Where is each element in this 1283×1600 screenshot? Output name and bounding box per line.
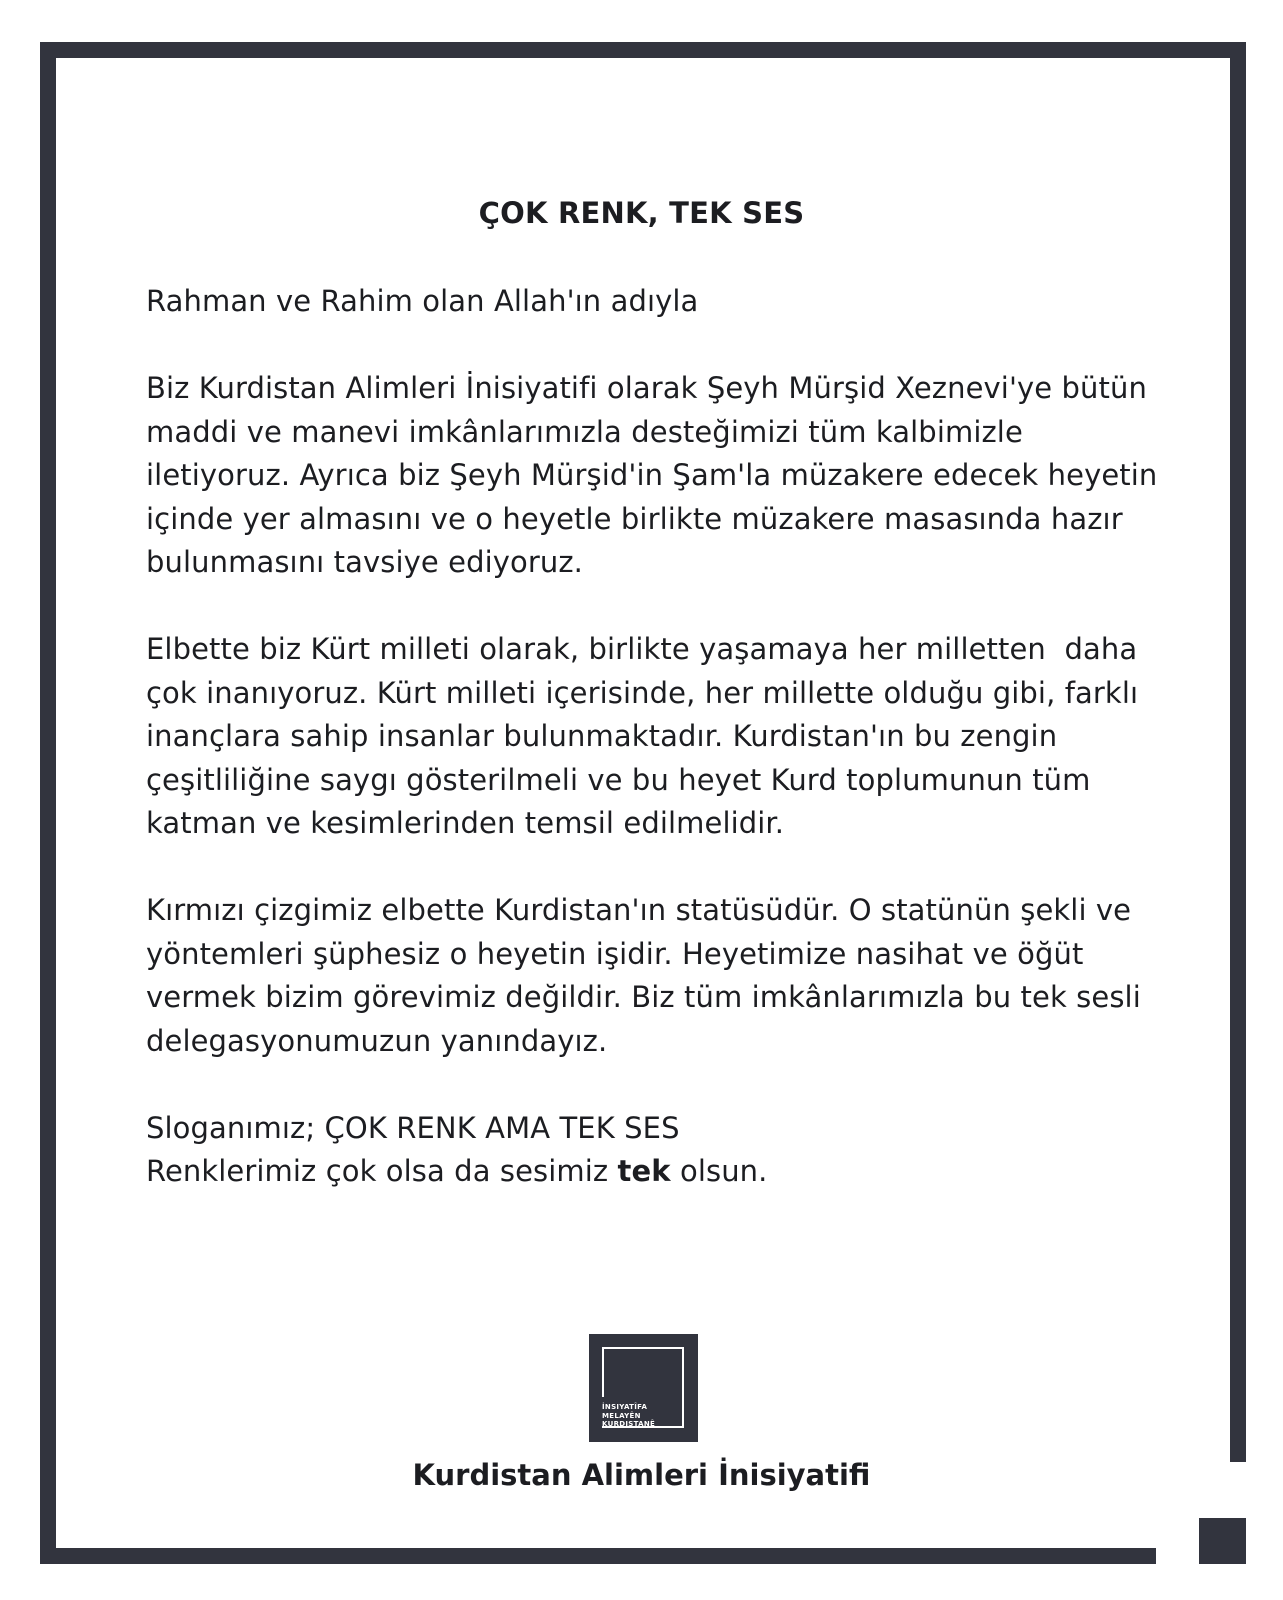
paragraph-line: çok inanıyoruz. Kürt milleti içerisinde, her millette olduğu gibi, farklı: [146, 675, 1139, 710]
closing-text-bold: tek: [617, 1154, 671, 1188]
logo-text-line: İNSIYATÎFA: [602, 1403, 648, 1411]
frame-left-border: [40, 42, 56, 1564]
slogan-line: Sloganımız; ÇOK RENK AMA TEK SES: [146, 1110, 680, 1145]
paragraph-line: içinde yer almasını ve o heyetle birlikte müzakere masasında hazır: [146, 501, 1123, 536]
frame-right-border: [1230, 42, 1246, 1462]
greeting-line: Rahman ve Rahim olan Allah'ın adıyla: [146, 284, 699, 318]
paragraph-line: delegasyonumuzun yanındayız.: [146, 1023, 608, 1058]
paragraph-2: [146, 628, 1166, 846]
closing-line: [146, 1150, 1166, 1194]
paragraph-1: [146, 367, 1166, 585]
paragraph-line: vermek bizim görevimiz değildir. Biz tüm imkânlarımızla bu tek sesli: [146, 980, 1141, 1014]
paragraph-line: Elbette biz Kürt milleti olarak, birlikte yaşamaya her milletten daha: [146, 632, 1138, 666]
document-title: ÇOK RENK, TEK SES: [478, 196, 805, 230]
paragraph-line: iletiyoruz. Ayrıca biz Şeyh Mürşid'in Şam'la müzakere edecek heyetin: [146, 458, 1158, 492]
paragraph-line: inançlara sahip insanlar bulunmaktadır. Kurdistan'ın bu zengin: [146, 719, 1058, 753]
paragraph-line: bulunmasını tavsiye ediyoruz.: [146, 545, 583, 579]
paragraph-line: çeşitliliğine saygı gösterilmeli ve bu heyet Kurd toplumunun tüm: [146, 762, 1091, 797]
paragraph-line: maddi ve manevi imkânlarımızla desteğimizi tüm kalbimizle: [146, 414, 1023, 449]
paragraph-line: yöntemleri şüphesiz o heyetin işidir. Heyetimize nasihat ve öğüt: [146, 936, 1084, 971]
logo-text-line: MELAYÊN: [602, 1411, 641, 1420]
logo-frame-left-edge: [602, 1347, 604, 1397]
greeting: [146, 280, 1166, 324]
paragraph-line: katman ve kesimlerinden temsil edilmelidir.: [146, 806, 785, 840]
slogan-block: [146, 1107, 1166, 1194]
organization-logo: [589, 1334, 698, 1442]
paragraph-line: Biz Kurdistan Alimleri İnisiyatifi olarak Şeyh Mürşid Xeznevi'ye bütün: [146, 371, 1147, 405]
closing-text-before: Renklerimiz çok olsa da sesimiz: [146, 1154, 618, 1188]
frame-bottom-border: [40, 1548, 1156, 1564]
frame-corner-block: [1199, 1518, 1246, 1564]
paragraph-3: [146, 889, 1166, 1063]
logo-text: [602, 1403, 672, 1429]
paragraph-line: Kırmızı çizgimiz elbette Kurdistan'ın statüsüdür. O statünün şekli ve: [146, 893, 1132, 927]
organization-name: Kurdistan Alimleri İnisiyatifi: [412, 1458, 871, 1492]
closing-text-after: olsun.: [670, 1154, 768, 1188]
document-body: [146, 280, 1166, 1194]
logo-text-line: KURDISTANÊ: [602, 1420, 656, 1428]
frame-top-border: [40, 42, 1246, 58]
